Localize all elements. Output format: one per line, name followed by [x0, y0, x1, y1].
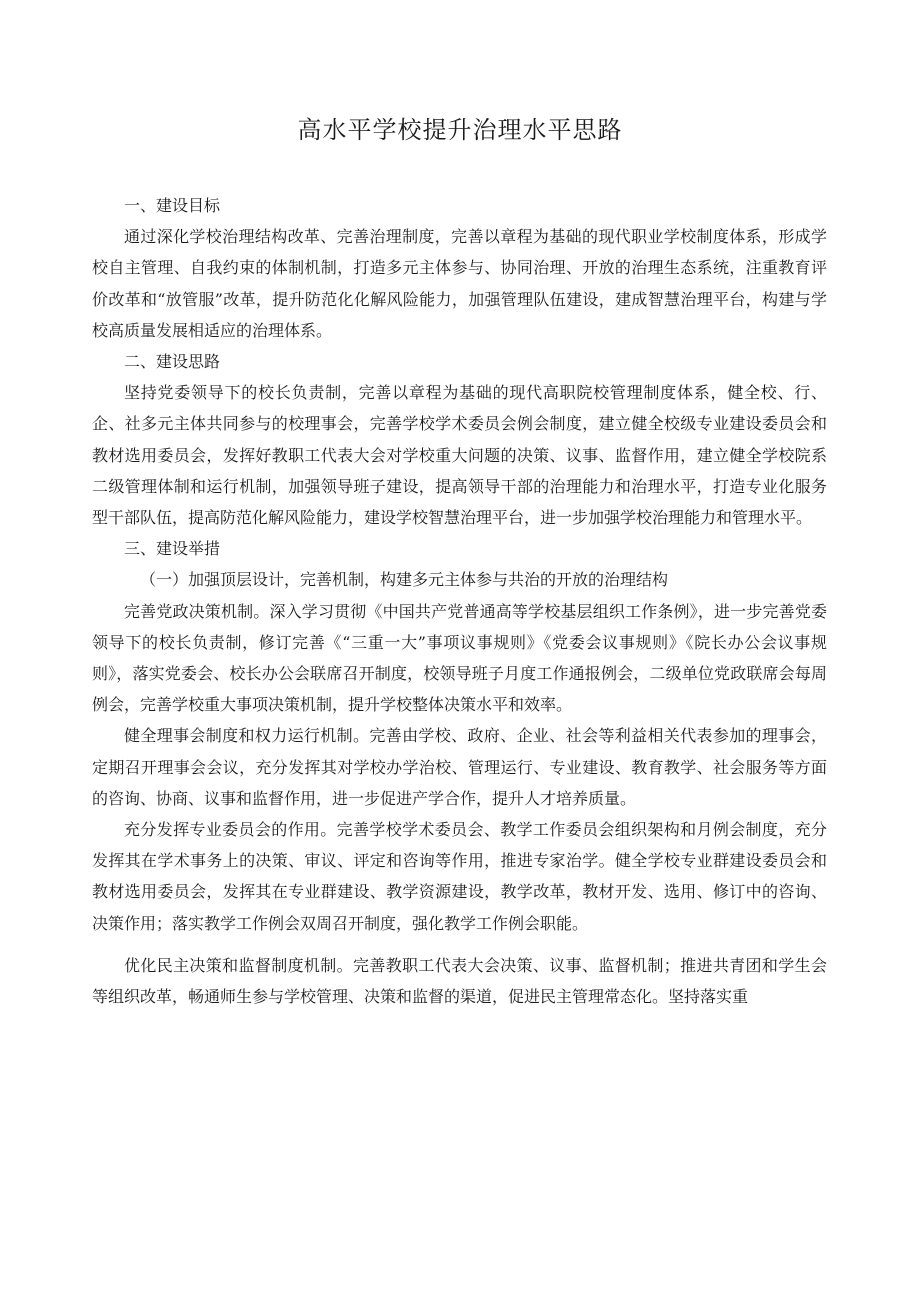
paragraph-democratic-oversight: 优化民主决策和监督制度机制。完善教职工代表大会决策、议事、监督机制；推进共青团和学生会等组织改革，畅通师生参与学校管理、决策和监督的渠道，促进民主管理常态化。坚持落实重	[92, 955, 827, 1007]
paragraph-decision-mechanism: 完善党政决策机制。深入学习贯彻《中国共产党普通高等学校基层组织工作条例》，进一步完善党委领导下的校长负责制，修订完善《“三重一大”事项议事规则》《党委会议事规则》《院长办公会议事规则》，落实党委会、校长办公会联席召开制度，校领导班子月度工作通报例会，二级单位党政联席会每周例会，完善学校重大事项决策机制，提升学校整体决策水平和效率。	[92, 601, 827, 715]
subsection-heading-1: （一）加强顶层设计，完善机制，构建多元主体参与共治的开放的治理结构	[140, 570, 669, 590]
paragraph-approach: 坚持党委领导下的校长负责制，完善以章程为基础的现代高职院校管理制度体系，健全校、行、企、社多元主体共同参与的校理事会，完善学校学术委员会例会制度，建立健全校级专业建设委员会和教材选用委员会，发挥好教职工代表大会对学校重大问题的决策、议事、监督作用，建立健全学校院系二级管理体制和运行机制，加强领导班子建设，提高领导干部的治理能力和治理水平，打造专业化服务型干部队伍，提高防范化解风险能力，建设学校智慧治理平台，进一步加强学校治理能力和管理水平。	[92, 383, 827, 528]
section-heading-approach: 二、建设思路	[124, 352, 221, 372]
section-heading-measures: 三、建设举措	[124, 539, 221, 559]
paragraph-council-system: 健全理事会制度和权力运行机制。完善由学校、政府、企业、社会等利益相关代表参加的理事会，定期召开理事会会议，充分发挥其对学校办学治校、管理运行、专业建设、教育教学、社会服务等方面的咨询、协商、议事和监督作用，进一步促进产学合作，提升人才培养质量。	[92, 726, 827, 808]
document-title: 高水平学校提升治理水平思路	[297, 116, 623, 144]
section-heading-goals: 一、建设目标	[124, 196, 221, 215]
paragraph-goals: 通过深化学校治理结构改革、完善治理制度，完善以章程为基础的现代职业学校制度体系，形成学校自主管理、自我约束的体制机制，打造多元主体参与、协同治理、开放的治理生态系统，注重教育评价改革和“放管服”改革，提升防范化化解风险能力，加强管理队伍建设，建成智慧治理平台，构建与学校高质量发展相适应的治理体系。	[92, 227, 827, 340]
paragraph-committees: 充分发挥专业委员会的作用。完善学校学术委员会、教学工作委员会组织架构和月例会制度，充分发挥其在学术事务上的决策、审议、评定和咨询等作用，推进专家治学。健全学校专业群建设委员会和教材选用委员会，发挥其在专业群建设、教学资源建设，教学改革，教材开发、选用、修订中的咨询、决策作用；落实教学工作例会双周召开制度，强化教学工作例会职能。	[92, 820, 827, 933]
document-body	[92, 190, 827, 1012]
